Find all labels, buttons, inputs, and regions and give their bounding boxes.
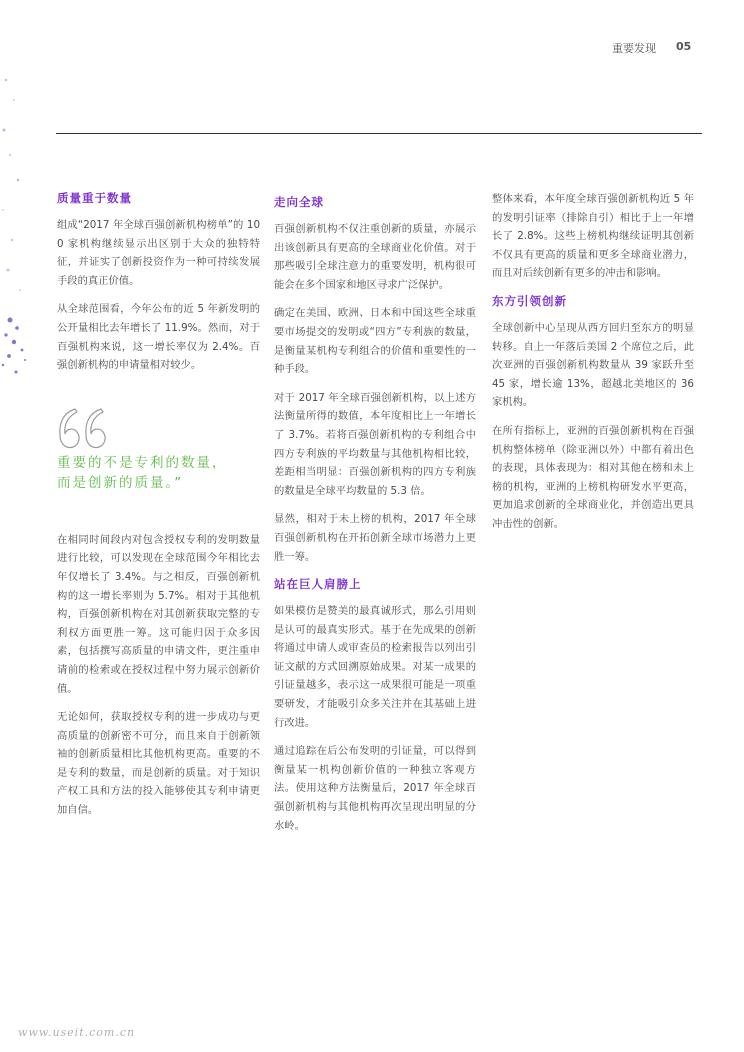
section-heading-global: 走向全球	[274, 195, 324, 209]
pull-quote	[57, 453, 260, 493]
column-left	[57, 190, 260, 830]
paragraph: 整体来看，本年度全球百强创新机构近 5 年的发明引证率（排除自引）相比于上一年增长了 2.8%。这些上榜机构继续证明其创新不仅具有更高的质量和更多全球商业潜力，而且对后续创新有更多的冲击和影响。	[492, 193, 694, 280]
open-quote-icon	[57, 405, 113, 451]
pull-quote-line: 重要的不是专利的数量，	[57, 454, 228, 471]
header-section-title: 重要发现	[612, 42, 656, 55]
section-heading-east: 东方引领创新	[492, 293, 567, 308]
column-right	[492, 190, 694, 544]
paragraph: 显然，相对于未上榜的机构，2017 年全球百强创新机构在开拓创新全球市场潜力上更胜一筹。	[274, 513, 476, 563]
watermark-text: www.useit.com.cn	[18, 1026, 136, 1039]
paragraph: 如果模仿是赞美的最真诚形式，那么引用则是认可的最真实形式。基于在先成果的创新将通过申请人或审查员的检索报告以列出引证文献的方式回溯原始成果。对某一成果的引证量越多，表示这一成果很可能是一项重要研发，才能吸引众多关注并在其基础上进行改进。	[274, 605, 476, 729]
paragraph: 对于 2017 年全球百强创新机构，以上述方法衡量所得的数值，本年度相比上一年增长了 3.7%。若将百强创新机构的专利组合中四方专利族的平均数量与其他机构相比较，差距相当明显：百强创新机构的四方专利族的数量是全球平均数量的 5.3 倍。	[274, 391, 476, 497]
section-heading-quality: 质量重于数量	[57, 191, 132, 205]
ink-splatter-decoration	[0, 60, 30, 400]
pull-quote-line: 而是创新的质量。”	[57, 474, 184, 491]
paragraph: 全球创新中心呈现从西方回归至东方的明显转移。自上一年落后美国 2 个席位之后，此次亚洲的百强创新机构数量从 39 家跃升至 45 家，增长逾 13%，超越北美地区的 36 家机构。	[492, 321, 694, 409]
column-middle	[274, 194, 476, 845]
paragraph: 组成“2017 年全球百强创新机构榜单”的 100 家机构继续显示出区别于大众的独特特征，并证实了创新投资作为一种可持续发展手段的真正价值。	[57, 219, 260, 287]
section-heading-giants: 站在巨人肩膀上	[274, 577, 362, 592]
paragraph: 无论如何，获取授权专利的进一步成功与更高质量的创新密不可分，而且来自于创新领袖的创新质量相比其他机构更高。重要的不是专利的数量，而是创新的质量。对于知识产权工具和方法的投入能够使其专利申请更加自信。	[57, 711, 260, 817]
paragraph: 通过追踪在后公布发明的引证量，可以得到衡量某一机构创新价值的一种独立客观方法。使用这种方法衡量后，2017 年全球百强创新机构与其他机构再次呈现出明显的分水岭。	[274, 745, 476, 832]
paragraph: 百强创新机构不仅注重创新的质量，亦展示出该创新具有更高的全球商业化价值。对于那些吸引全球注意力的重要发明，机构很可能会在多个国家和地区寻求广泛保护。	[274, 223, 476, 291]
paragraph: 从全球范围看，今年公布的近 5 年新发明的公开量相比去年增长了 11.9%。然而，对于百强机构来说，这一增长率仅为 2.4%。百强创新机构的申请量相对较少。	[57, 303, 260, 372]
page-number: 05	[676, 40, 692, 53]
header-divider	[56, 133, 702, 134]
paragraph: 在所有指标上，亚洲的百强创新机构在百强机构整体榜单（除亚洲以外）中都有着出色的表现，具体表现为：相对其他在榜和未上榜的机构，亚洲的上榜机构研发水平更高，更加追求创新的全球商业化，并创造出更具冲击性的创新。	[492, 424, 694, 530]
paragraph: 确定在美国、欧洲、日本和中国这些全球重要市场提交的发明或“四方”专利族的数量，是衡量某机构专利组合的价值和重要性的一种手段。	[274, 307, 476, 376]
paragraph: 在相同时间段内对包含授权专利的发明数量进行比较，可以发现在全球范围今年相比去年仅增长了 3.4%。与之相反，百强创新机构的这一增长率则为 5.7%。相对于其他机构，百强创新机构在对其创新获取完整的专利权方面更胜一筹。这可能归因于众多因素，包括撰写高质量的申请文件，更注重申请前的检索或在授权过程中努力展示创新价值。	[57, 533, 260, 695]
